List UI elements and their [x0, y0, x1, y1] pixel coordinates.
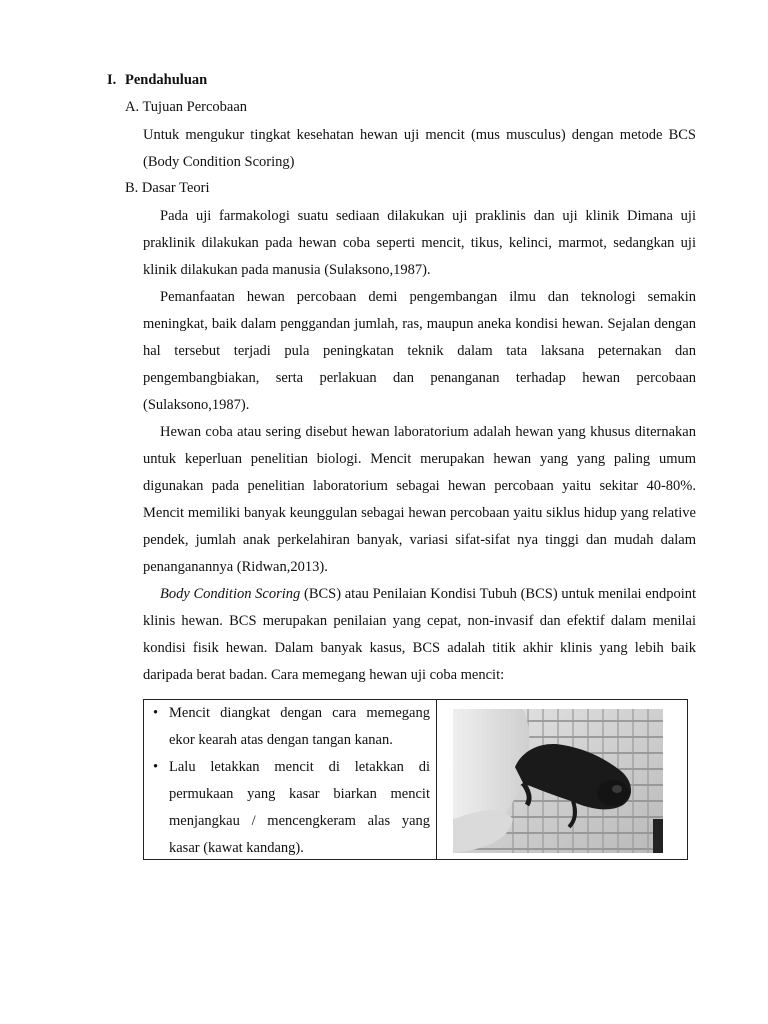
paragraph-1: Pada uji farmakologi suatu sediaan dilakukan uji praklinis dan uji klinik Dimana uji praklinik dilakukan pada hewan coba seperti mencit, tikus, kelinci, marmot, sedangkan uji klinik dilakukan pada manusia (Sulaksono,1987).	[143, 208, 696, 278]
tujuan-text-block	[143, 122, 696, 176]
list-item	[150, 754, 430, 862]
bcs-text: (BCS) atau Penilaian Kondisi Tubuh (BCS) untuk menilai endpoint klinis hewan. BCS merupakan penilaian yang cepat, non-invasif dan efektif dalam menilai kondisi fisik hewan. Dalam banyak kasus, BCS adalah titik akhir klinis yang lebih baik daripada berat badan. Cara memegang hewan uji coba mencit:	[143, 586, 696, 683]
bullet-icon: •	[153, 705, 159, 721]
section-heading	[107, 72, 207, 89]
handling-steps	[150, 700, 430, 862]
tujuan-text: Untuk mengukur tingkat kesehatan hewan uji mencit (mus musculus) dengan metode BCS (Body Condition Scoring)	[143, 127, 696, 170]
step-text: Lalu letakkan mencit di letakkan di permukaan yang kasar biarkan mencit menjangkau / mencengkeram alas yang kasar (kawat kandang).	[169, 759, 430, 856]
list-item	[150, 700, 430, 754]
section-title: Pendahuluan	[125, 72, 208, 88]
mouse-handling-photo	[453, 709, 663, 853]
table-divider	[436, 700, 437, 859]
bcs-italic-term: Body Condition Scoring	[160, 586, 301, 602]
handling-table	[143, 699, 688, 860]
subheading-dasar-teori: B. Dasar Teori	[125, 180, 210, 196]
dasar-teori-body	[143, 203, 696, 689]
paragraph-bcs	[143, 581, 696, 689]
subheading-tujuan: A. Tujuan Percobaan	[125, 99, 248, 115]
paragraph-2: Pemanfaatan hewan percobaan demi pengembangan ilmu dan teknologi semakin meningkat, baik dalam penggandan jumlah, ras, maupun aneka kondisi hewan. Sejalan dengan hal tersebut terjadi pula peningkatan teknik dalam tata laksana peternakan dan pengembangbiakan, serta perlakuan dan penanganan terhadap hewan percobaan (Sulaksono,1987).	[143, 289, 696, 413]
paragraph-3: Hewan coba atau sering disebut hewan laboratorium adalah hewan yang khusus diternakan untuk keperluan penelitian biologi. Mencit merupakan hewan yang yang paling umum digunakan pada penelitian laboratorium sebagai hewan percobaan yaitu sekitar 40-80%. Mencit memiliki banyak keunggulan sebagai hewan percobaan yaitu siklus hidup yang relative pendek, jumlah anak perkelahiran banyak, variasi sifat-sifat nya tinggi dan mudah dalam penanganannya (Ridwan,2013).	[143, 424, 696, 575]
section-number: I.	[107, 72, 117, 88]
bullet-icon: •	[153, 759, 159, 775]
step-text: Mencit diangkat dengan cara memegang ekor kearah atas dengan tangan kanan.	[169, 705, 430, 748]
